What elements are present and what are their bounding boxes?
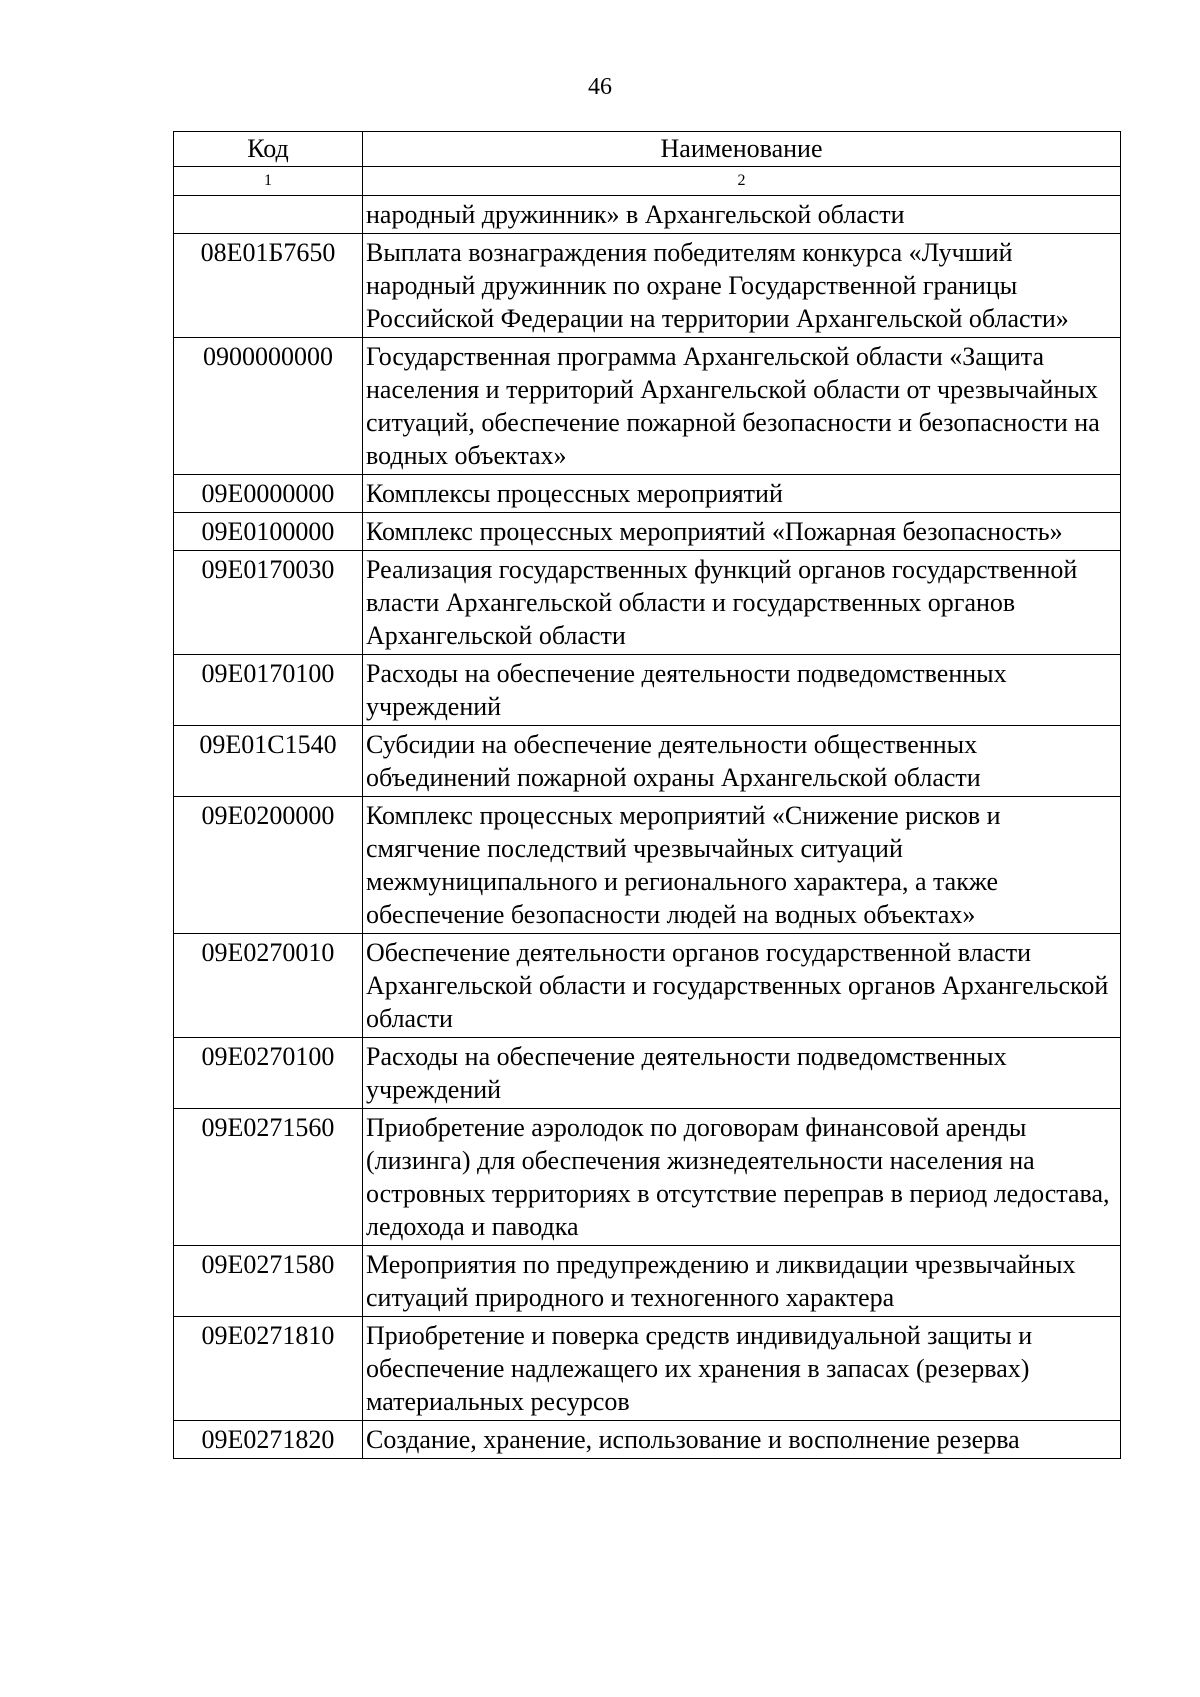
row-code: 09Е0000000 bbox=[174, 475, 363, 513]
row-code: 09Е0271560 bbox=[174, 1109, 363, 1246]
row-code bbox=[174, 196, 363, 234]
header-code: Код bbox=[174, 132, 363, 167]
row-code: 09Е0100000 bbox=[174, 513, 363, 551]
table-row bbox=[174, 551, 1121, 655]
row-name: Комплекс процессных мероприятий «Снижение рисков и смягчение последствий чрезвычайных ситуаций межмуниципального и регионального характера, а также обеспечение безопасности людей на водных объектах» bbox=[363, 797, 1121, 934]
row-name: Комплекс процессных мероприятий «Пожарная безопасность» bbox=[363, 513, 1121, 551]
row-name: Субсидии на обеспечение деятельности общественных объединений пожарной охраны Архангельской области bbox=[363, 726, 1121, 797]
row-name: Мероприятия по предупреждению и ликвидации чрезвычайных ситуаций природного и техногенного характера bbox=[363, 1246, 1121, 1317]
table-row bbox=[174, 196, 1121, 234]
row-code: 09Е0170030 bbox=[174, 551, 363, 655]
row-name: Расходы на обеспечение деятельности подведомственных учреждений bbox=[363, 1038, 1121, 1109]
row-name: Создание, хранение, использование и восполнение резерва bbox=[363, 1421, 1121, 1459]
row-name: Обеспечение деятельности органов государственной власти Архангельской области и государственных органов Архангельской области bbox=[363, 934, 1121, 1038]
row-code: 09Е0270100 bbox=[174, 1038, 363, 1109]
table-row bbox=[174, 655, 1121, 726]
table-row bbox=[174, 1246, 1121, 1317]
row-name: Приобретение аэролодок по договорам финансовой аренды (лизинга) для обеспечения жизнедеятельности населения на островных территориях в отсутствие переправ в период ледостава, ледохода и паводка bbox=[363, 1109, 1121, 1246]
row-code: 09Е0170100 bbox=[174, 655, 363, 726]
column-number-row bbox=[174, 167, 1121, 196]
classification-table bbox=[173, 131, 1121, 1459]
row-code: 09Е01С1540 bbox=[174, 726, 363, 797]
table-row bbox=[174, 797, 1121, 934]
table-row bbox=[174, 726, 1121, 797]
row-code: 09Е0271580 bbox=[174, 1246, 363, 1317]
page-number: 46 bbox=[588, 74, 612, 100]
column-number-code: 1 bbox=[174, 167, 363, 196]
table-row bbox=[174, 234, 1121, 338]
row-code: 09Е0200000 bbox=[174, 797, 363, 934]
table-row bbox=[174, 513, 1121, 551]
row-code: 08Е01Б7650 bbox=[174, 234, 363, 338]
header-name: Наименование bbox=[363, 132, 1121, 167]
table-row bbox=[174, 1317, 1121, 1421]
row-name: Выплата вознаграждения победителям конкурса «Лучший народный дружинник по охране Государственной границы Российской Федерации на территории Архангельской области» bbox=[363, 234, 1121, 338]
row-code: 09Е0271820 bbox=[174, 1421, 363, 1459]
row-code: 09Е0271810 bbox=[174, 1317, 363, 1421]
row-code: 0900000000 bbox=[174, 338, 363, 475]
table-row bbox=[174, 1109, 1121, 1246]
column-number-name: 2 bbox=[363, 167, 1121, 196]
table-row bbox=[174, 475, 1121, 513]
row-name: Расходы на обеспечение деятельности подведомственных учреждений bbox=[363, 655, 1121, 726]
table-row bbox=[174, 1421, 1121, 1459]
row-name: народный дружинник» в Архангельской области bbox=[363, 196, 1121, 234]
row-name: Государственная программа Архангельской области «Защита населения и территорий Архангельской области от чрезвычайных ситуаций, обеспечение пожарной безопасности и безопасности на водных объектах» bbox=[363, 338, 1121, 475]
row-code: 09Е0270010 bbox=[174, 934, 363, 1038]
table-row bbox=[174, 338, 1121, 475]
row-name: Реализация государственных функций органов государственной власти Архангельской области и государственных органов Архангельской области bbox=[363, 551, 1121, 655]
row-name: Комплексы процессных мероприятий bbox=[363, 475, 1121, 513]
header-row bbox=[174, 132, 1121, 167]
row-name: Приобретение и поверка средств индивидуальной защиты и обеспечение надлежащего их хранения в запасах (резервах) материальных ресурсов bbox=[363, 1317, 1121, 1421]
table-row bbox=[174, 1038, 1121, 1109]
table-row bbox=[174, 934, 1121, 1038]
